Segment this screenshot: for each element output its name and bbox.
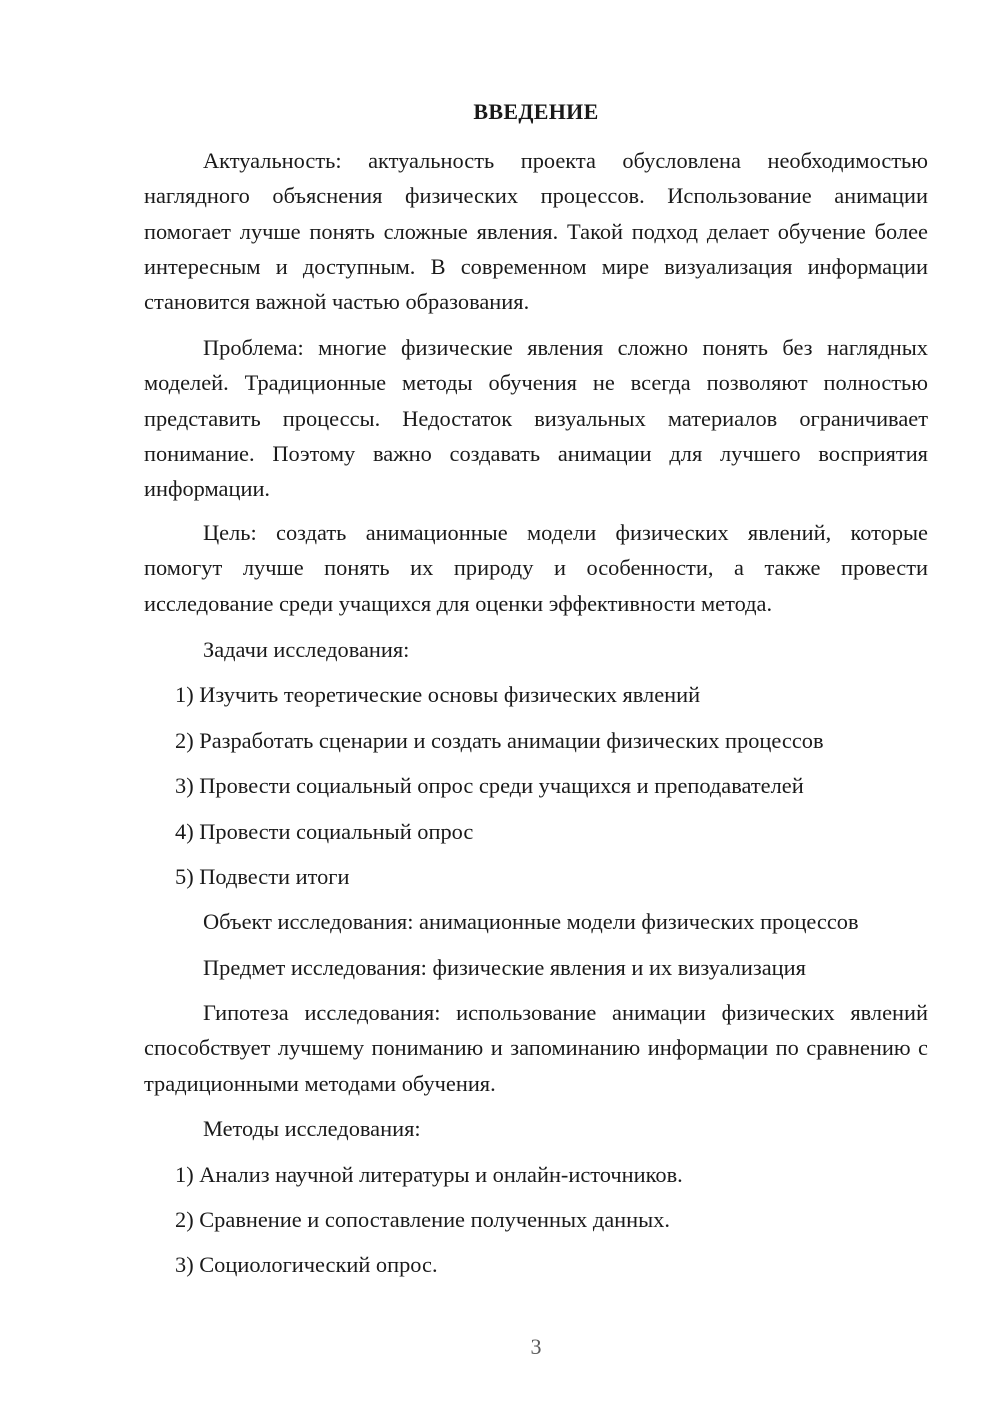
problem-paragraph: Проблема: многие физические явления сложно понять без наглядных моделей. Традиционные методы обучения не всегда позволяют полностью представить процессы. Недостаток визуальных материалов ограничивает понимание. Поэтому важно создавать анимации для лучшего восприятия информации. <box>144 335 928 502</box>
method-item-2: 2) Сравнение и сопоставление полученных данных. <box>175 1207 670 1232</box>
page-number: 3 <box>530 1334 542 1359</box>
research-object: Объект исследования: анимационные модели физических процессов <box>203 909 859 934</box>
task-item-4: 4) Провести социальный опрос <box>175 819 474 844</box>
method-item-3: 3) Социологический опрос. <box>175 1252 438 1277</box>
task-item-5: 5) Подвести итоги <box>175 864 350 889</box>
relevance-paragraph: Актуальность: актуальность проекта обусловлена необходимостью наглядного объяснения физических процессов. Использование анимации помогает лучше понять сложные явления. Такой подход делает обучение более интересным и доступным. В современном мире визуализация информации становится важной частью образования. <box>144 148 928 315</box>
task-item-3: 3) Провести социальный опрос среди учащихся и преподавателей <box>175 773 804 798</box>
task-item-1: 1) Изучить теоретические основы физических явлений <box>175 682 701 707</box>
methods-title: Методы исследования: <box>203 1116 421 1141</box>
method-item-1: 1) Анализ научной литературы и онлайн-источников. <box>175 1162 683 1187</box>
research-subject: Предмет исследования: физические явления и их визуализация <box>203 955 806 980</box>
tasks-title: Задачи исследования: <box>203 637 410 662</box>
task-item-2: 2) Разработать сценарии и создать анимации физических процессов <box>175 728 824 753</box>
section-heading: ВВЕДЕНИЕ <box>473 99 599 124</box>
hypothesis-paragraph: Гипотеза исследования: использование анимации физических явлений способствует лучшему пониманию и запоминанию информации по сравнению с традиционными методами обучения. <box>144 1000 928 1096</box>
goal-paragraph: Цель: создать анимационные модели физических явлений, которые помогут лучше понять их природу и особенности, а также провести исследование среди учащихся для оценки эффективности метода. <box>144 520 928 616</box>
